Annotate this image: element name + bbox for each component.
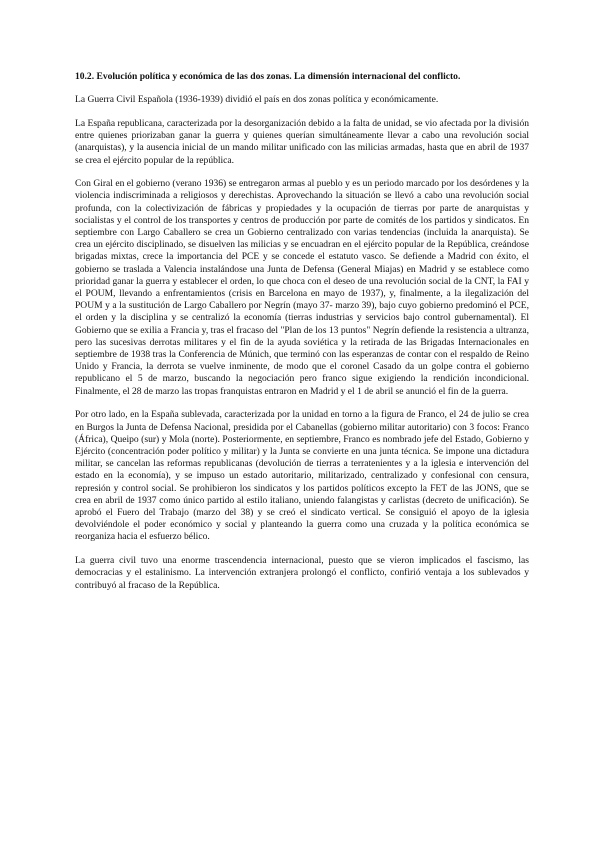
paragraph-nationalist-zone: Por otro lado, en la España sublevada, caracterizada por la unidad en torno a la figura de Franco, el 24 de julio se crea en Burgos la Junta de Defensa Nacional, presidida por el Cabanellas (gobierno militar autoritario) con 3 focos: Franco (África), Queipo (sur) y Mola (norte). Posteriormente, en septiembre, Franco es nombrado jefe del Estado, Gobierno y Ejército (concentración poder político y militar) y la Junta se convierte en una junta técnica. Se impone una dictadura militar, se cancelan las reformas republicanas (devolución de tierras a terratenientes y a la iglesia e intervención del estado en la economía), y se impuso un estado autoritario, militarizado, centralizado y confesional con censura, represión y control social. Se prohibieron los sindicatos y los partidos políticos excepto la FET de las JONS, que se crea en abril de 1937 como único partido al estilo italiano, uniendo falangistas y carlistas (decreto de unificación). Se aprobó el Fuero del Trabajo (marzo del 38) y se creó el sindicato vertical. Se consiguió el apoyo de la iglesia devolviéndole el poder económico y social y planteando la guerra como una cruzada y la política económica se reorganiza hacia el esfuerzo bélico. [75,409,529,543]
paragraph-republican-zone: La España republicana, caracterizada por la desorganización debido a la falta de unidad, se vio afectada por la división entre quienes priorizaban ganar la guerra y quienes querían simultáneamente llevar a cabo una revolución social (anarquistas), y la ausencia inicial de un mando militar unificado con las milicias armadas, hasta que en abril de 1937 se crea el ejército popular de la república. [75,117,529,166]
paragraph-republican-governments: Con Giral en el gobierno (verano 1936) se entregaron armas al pueblo y es un periodo marcado por los desórdenes y la violencia indiscriminada a religiosos y derechistas. Aprovechando la situación se llevó a cabo una revolución social profunda, con la colectivización de fábricas y propiedades y la ocupación de tierras por parte de anarquistas y socialistas y el control de los transportes y centros de producción por parte de comités de los partidos y sindicatos. En septiembre con Largo Caballero se crea un Gobierno centralizado con varias tendencias (incluida la anarquista). Se crea un ejército disciplinado, se disuelven las milicias y se encuadran en el ejército popular de la República, creándose brigadas mixtas, crece la importancia del PCE y se concede el estatuto vasco. Se defiende a Madrid con éxito, el gobierno se traslada a Valencia instalándose una Junta de Defensa (General Miajas) en Madrid y se establece como prioridad ganar la guerra y establecer el orden, lo que choca con el deseo de una revolución social de la CNT, la FAI y el POUM, llevando a enfrentamientos (crisis en Barcelona en mayo de 1937), y, finalmente, a la ilegalización del POUM y a la sustitución de Largo Caballero por Negrín (mayo 37- marzo 39), bajo cuyo gobierno predominó el PCE, el orden y la disciplina y se centralizó la economía (tierras industrias y servicios bajo control gubernamental). El Gobierno que se exilia a Francia y, tras el fracaso del "Plan de los 13 puntos" Negrín defiende la resistencia a ultranza, pero las sucesivas derrotas militares y el fin de la ayuda soviética y la retirada de las Brigadas Internacionales en septiembre de 1938 tras la Conferencia de Múnich, que terminó con las esperanzas de contar con el respaldo de Reino Unido y Francia, la derrota se vuelve inminente, de modo que el coronel Casado da un golpe contra el gobierno republicano el 5 de marzo, buscando la negociación pero franco sigue exigiendo la rendición incondicional. Finalmente, el 28 de marzo las tropas franquistas entraron en Madrid y el 1 de abril se anunció el fin de la guerra. [75,178,529,397]
document-page [75,71,529,603]
paragraph-international-dimension: La guerra civil tuvo una enorme trascendencia internacional, puesto que se vieron implicados el fascismo, las democracias y el estalinismo. La intervención extranjera prolongó el conflicto, confirió ventaja a los sublevados y contribuyó al fracaso de la República. [75,555,529,591]
section-heading: 10.2. Evolución política y económica de las dos zonas. La dimensión internacional del conflicto. [75,71,461,82]
paragraph-intro: La Guerra Civil Española (1936-1939) dividió el país en dos zonas política y económicamente. [75,94,439,106]
